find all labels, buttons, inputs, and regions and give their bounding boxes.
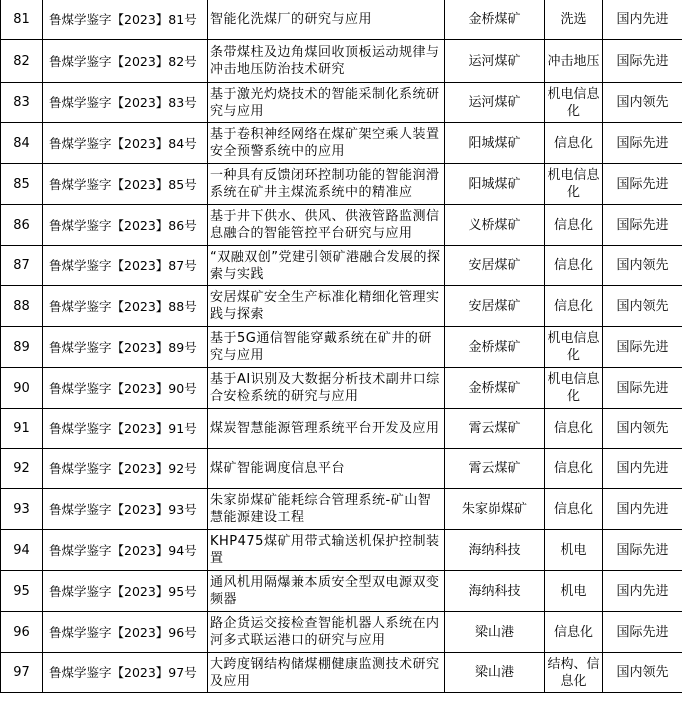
appraisal-level-cell: 国内领先 (603, 409, 682, 449)
appraisal-level-cell: 国内先进 (603, 571, 682, 612)
appraisal-code-cell: 鲁煤学鉴字【2023】91号 (43, 409, 208, 449)
completing-unit-cell: 梁山港 (445, 612, 545, 653)
appraisal-code-cell: 鲁煤学鉴字【2023】93号 (43, 489, 208, 530)
completing-unit-cell: 海纳科技 (445, 571, 545, 612)
appraisal-level-cell: 国内领先 (603, 653, 682, 693)
appraisal-code-cell: 鲁煤学鉴字【2023】90号 (43, 368, 208, 409)
project-title-cell: 条带煤柱及边角煤回收顶板运动规律与冲击地压防治技术研究 (208, 40, 445, 83)
completing-unit-cell: 运河煤矿 (445, 40, 545, 83)
project-title-cell: 基于AI识别及大数据分析技术副井口综合安检系统的研究与应用 (208, 368, 445, 409)
table-row (1, 164, 682, 205)
appraisal-level-cell: 国际先进 (603, 164, 682, 205)
completing-unit-cell: 安居煤矿 (445, 246, 545, 286)
row-number-cell: 94 (1, 530, 43, 571)
row-number-cell: 90 (1, 368, 43, 409)
table-row (1, 653, 682, 693)
table-row (1, 246, 682, 286)
completing-unit-cell: 阳城煤矿 (445, 123, 545, 164)
appraisal-code-cell: 鲁煤学鉴字【2023】96号 (43, 612, 208, 653)
category-cell: 机电信息化 (545, 368, 603, 409)
category-cell: 机电 (545, 571, 603, 612)
row-number-cell: 87 (1, 246, 43, 286)
row-number-cell: 93 (1, 489, 43, 530)
table-body (1, 0, 682, 693)
project-title-cell: 路企货运交接检查智能机器人系统在内河多式联运港口的研究与应用 (208, 612, 445, 653)
table-row (1, 612, 682, 653)
table-row (1, 368, 682, 409)
category-cell: 信息化 (545, 489, 603, 530)
completing-unit-cell: 梁山港 (445, 653, 545, 693)
appraisal-level-cell: 国际先进 (603, 368, 682, 409)
completing-unit-cell: 金桥煤矿 (445, 327, 545, 368)
table-row (1, 449, 682, 489)
category-cell: 信息化 (545, 449, 603, 489)
appraisal-code-cell: 鲁煤学鉴字【2023】89号 (43, 327, 208, 368)
appraisal-level-cell: 国际先进 (603, 40, 682, 83)
completing-unit-cell: 金桥煤矿 (445, 368, 545, 409)
project-title-cell: 智能化洗煤厂的研究与应用 (208, 0, 445, 40)
table-row (1, 409, 682, 449)
appraisal-code-cell: 鲁煤学鉴字【2023】87号 (43, 246, 208, 286)
appraisal-level-cell: 国内先进 (603, 489, 682, 530)
completing-unit-cell: 霄云煤矿 (445, 409, 545, 449)
appraisal-code-cell: 鲁煤学鉴字【2023】81号 (43, 0, 208, 40)
appraisal-level-cell: 国际先进 (603, 612, 682, 653)
project-title-cell: “双融双创”党建引领矿港融合发展的探索与实践 (208, 246, 445, 286)
appraisal-level-cell: 国际先进 (603, 327, 682, 368)
project-title-cell: 一种具有反馈闭环控制功能的智能润滑系统在矿井主煤流系统中的精准应 (208, 164, 445, 205)
category-cell: 机电 (545, 530, 603, 571)
table-row (1, 83, 682, 123)
project-title-cell: 基于5G通信智能穿戴系统在矿井的研究与应用 (208, 327, 445, 368)
project-title-cell: 煤炭智慧能源管理系统平台开发及应用 (208, 409, 445, 449)
appraisal-code-cell: 鲁煤学鉴字【2023】85号 (43, 164, 208, 205)
project-title-cell: 安居煤矿安全生产标准化精细化管理实践与探索 (208, 286, 445, 327)
completing-unit-cell: 运河煤矿 (445, 83, 545, 123)
category-cell: 信息化 (545, 409, 603, 449)
project-title-cell: 通风机用隔爆兼本质安全型双电源双变频器 (208, 571, 445, 612)
appraisal-code-cell: 鲁煤学鉴字【2023】97号 (43, 653, 208, 693)
project-title-cell: 大跨度钢结构储煤棚健康监测技术研究及应用 (208, 653, 445, 693)
appraisal-level-cell: 国内先进 (603, 449, 682, 489)
completing-unit-cell: 金桥煤矿 (445, 0, 545, 40)
table-row (1, 489, 682, 530)
project-title-cell: KHP475煤矿用带式输送机保护控制装置 (208, 530, 445, 571)
category-cell: 信息化 (545, 286, 603, 327)
appraisal-code-cell: 鲁煤学鉴字【2023】86号 (43, 205, 208, 246)
category-cell: 机电信息化 (545, 164, 603, 205)
completing-unit-cell: 义桥煤矿 (445, 205, 545, 246)
row-number-cell: 84 (1, 123, 43, 164)
category-cell: 机电信息化 (545, 83, 603, 123)
completing-unit-cell: 霄云煤矿 (445, 449, 545, 489)
completing-unit-cell: 朱家峁煤矿 (445, 489, 545, 530)
row-number-cell: 92 (1, 449, 43, 489)
appraisal-level-cell: 国际先进 (603, 123, 682, 164)
row-number-cell: 86 (1, 205, 43, 246)
category-cell: 信息化 (545, 123, 603, 164)
appraisal-code-cell: 鲁煤学鉴字【2023】82号 (43, 40, 208, 83)
table-row (1, 0, 682, 40)
row-number-cell: 85 (1, 164, 43, 205)
table-row (1, 205, 682, 246)
completing-unit-cell: 阳城煤矿 (445, 164, 545, 205)
table-row (1, 571, 682, 612)
row-number-cell: 91 (1, 409, 43, 449)
completing-unit-cell: 安居煤矿 (445, 286, 545, 327)
row-number-cell: 89 (1, 327, 43, 368)
appraisal-code-cell: 鲁煤学鉴字【2023】88号 (43, 286, 208, 327)
row-number-cell: 88 (1, 286, 43, 327)
table-row (1, 286, 682, 327)
row-number-cell: 96 (1, 612, 43, 653)
table-row (1, 327, 682, 368)
row-number-cell: 97 (1, 653, 43, 693)
project-title-cell: 朱家峁煤矿能耗综合管理系统-矿山智慧能源建设工程 (208, 489, 445, 530)
appraisal-code-cell: 鲁煤学鉴字【2023】94号 (43, 530, 208, 571)
table-row (1, 40, 682, 83)
category-cell: 信息化 (545, 612, 603, 653)
row-number-cell: 95 (1, 571, 43, 612)
appraisal-code-cell: 鲁煤学鉴字【2023】92号 (43, 449, 208, 489)
appraisal-code-cell: 鲁煤学鉴字【2023】83号 (43, 83, 208, 123)
appraisal-code-cell: 鲁煤学鉴字【2023】84号 (43, 123, 208, 164)
row-number-cell: 82 (1, 40, 43, 83)
appraisal-level-cell: 国内领先 (603, 246, 682, 286)
category-cell: 结构、信息化 (545, 653, 603, 693)
project-title-cell: 基于卷积神经网络在煤矿架空乘人装置安全预警系统中的应用 (208, 123, 445, 164)
appraisal-level-cell: 国内领先 (603, 83, 682, 123)
category-cell: 信息化 (545, 246, 603, 286)
appraisal-code-cell: 鲁煤学鉴字【2023】95号 (43, 571, 208, 612)
category-cell: 机电信息化 (545, 327, 603, 368)
appraisal-level-cell: 国内领先 (603, 286, 682, 327)
appraisal-level-cell: 国内先进 (603, 0, 682, 40)
appraisal-level-cell: 国际先进 (603, 205, 682, 246)
category-cell: 冲击地压 (545, 40, 603, 83)
table-row (1, 123, 682, 164)
row-number-cell: 81 (1, 0, 43, 40)
category-cell: 洗选 (545, 0, 603, 40)
project-title-cell: 基于激光灼烧技术的智能采制化系统研究与应用 (208, 83, 445, 123)
table-row (1, 530, 682, 571)
appraisal-level-cell: 国际先进 (603, 530, 682, 571)
category-cell: 信息化 (545, 205, 603, 246)
project-title-cell: 煤矿智能调度信息平台 (208, 449, 445, 489)
project-title-cell: 基于井下供水、供风、供液管路监测信息融合的智能管控平台研究与应用 (208, 205, 445, 246)
row-number-cell: 83 (1, 83, 43, 123)
completing-unit-cell: 海纳科技 (445, 530, 545, 571)
